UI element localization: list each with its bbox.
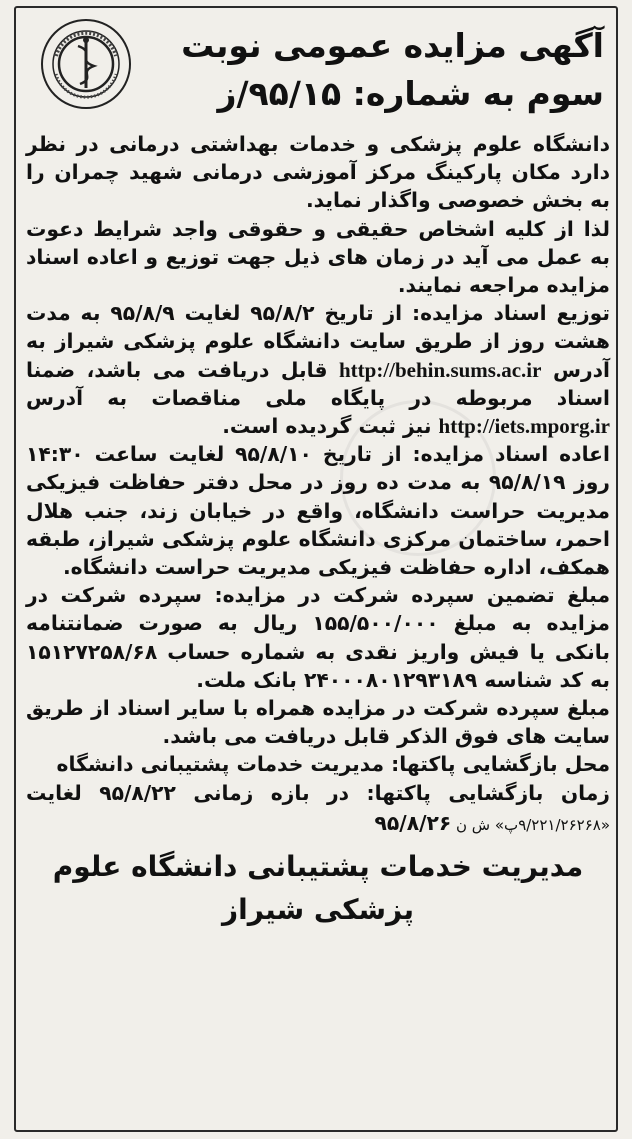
ad-reference-code: «۹/۲۲۱/۲۶۲۶۸پ» ش ن [451,815,610,834]
deposit-note: مبلغ سپرده شرکت در مزایده همراه با سایر اسناد از طریق سایت های فوق الذکر قابل دریافت می باشد. [26,696,610,749]
deposit-label: مبلغ تضمین سپرده شرکت در مزایده: [214,583,611,608]
opening-time-section [26,779,610,839]
distribution-text-1: از تاریخ ۹۵/۸/۲ لغایت ۹۵/۸/۹ به مدت هشت روز از طریق سایت دانشگاه علوم پزشکی شیراز به آدرس [26,301,610,382]
opening-place-text: مدیریت خدمات پشتیبانی دانشگاه [56,752,392,777]
opening-place-section [26,750,610,778]
title-line-2: سوم به شماره: ۹۵/۱۵/ز [217,74,604,113]
opening-time-text: در بازه زمانی ۹۵/۸/۲۲ لغایت [26,780,367,805]
deposit-text: سپرده شرکت در مزایده به مبلغ ۱۵۵/۵۰۰/۰۰۰ ریال به صورت ضمانتنامه بانکی یا فیش واریز نقدی به شماره حساب ۱۵۱۲۷۲۵۸/۶۸ به کد شناسه ۲۴۰۰۰۸۰۱۲۹۳۱۸۹ بانک ملت. [26,583,610,692]
footer-line-1: مدیریت خدمات پشتیبانی دانشگاه علوم [52,850,584,884]
opening-place-label: محل بازگشایی پاکتها: [391,752,610,777]
return-text: از تاریخ ۹۵/۸/۱۰ لغایت ساعت ۱۴:۳۰ روز ۹۵/۸/۱۹ به مدت ده روز در محل دفتر حفاظت فیزیکی مدیریت حراست دانشگاه، واقع در خیابان زند، جنب هلال احمر، ساختمان مرکزی دانشگاه علوم پزشکی شیراز، طبقه همکف، اداره حفاظت فیزیکی مدیریت حراست دانشگاه. [26,442,610,580]
invitation-paragraph: لذا از کلیه اشخاص حقیقی و حقوقی واجد شرایط دعوت به عمل می آید در زمان های ذیل جهت توزیع و اعاده اسناد مزایده مراجعه نمایند. [26,216,610,298]
ad-footer-signature [26,845,610,931]
deposit-section [26,581,610,694]
ad-title [144,22,604,118]
url-behin: http://behin.sums.ac.ir [339,357,542,382]
url-iets: http://iets.mporg.ir [438,414,610,439]
university-logo-icon [38,16,134,112]
ad-content [26,10,610,931]
return-section [26,440,610,581]
intro-paragraph: دانشگاه علوم پزشکی و خدمات بهداشتی درمانی در نظر دارد مکان پارکینگ مرکز آموزشی درمانی شهید چمران را به بخش خصوصی واگذار نماید. [26,132,610,213]
opening-time-label: زمان بازگشایی پاکتها: [366,780,610,805]
distribution-section [26,299,610,440]
title-line-1: آگهی مزایده عمومی نوبت [181,26,604,65]
distribution-text-2: قابل دریافت می باشد، ضمنا اسناد مربوطه در پایگاه ملی مناقصات به آدرس [26,357,610,410]
ad-header [26,10,610,128]
distribution-label: توزیع اسناد مزایده: [412,301,611,326]
footer-line-2: پزشکی شیراز [222,893,414,927]
return-label: اعاده اسناد مزایده: [412,442,610,467]
distribution-text-3: نیز ثبت گردیده است. [222,414,439,439]
opening-time-end: ۹۵/۸/۲۶ [374,810,452,835]
